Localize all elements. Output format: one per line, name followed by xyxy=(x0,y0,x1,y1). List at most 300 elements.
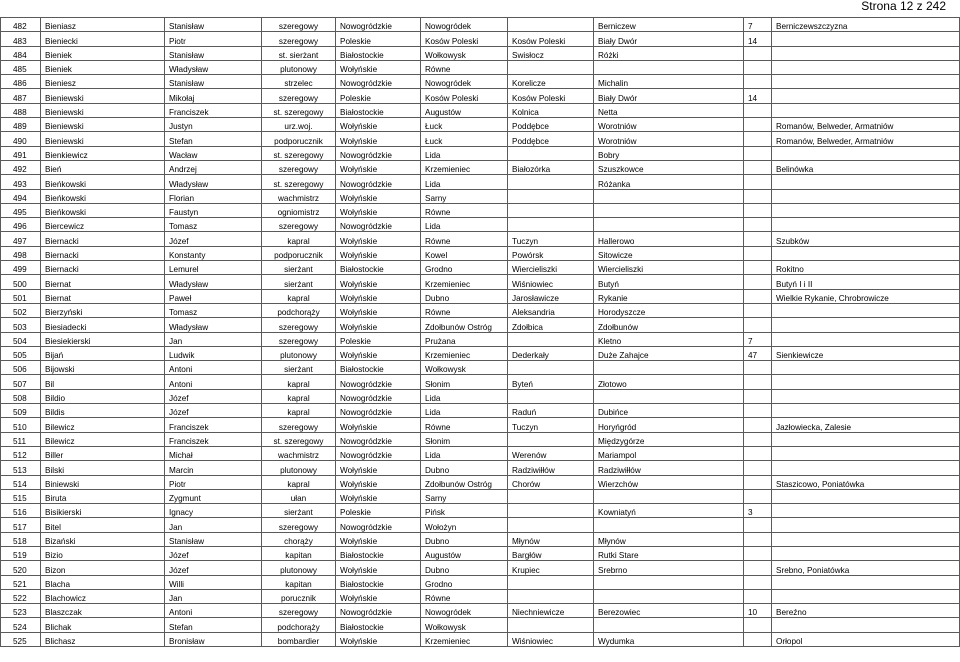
commune-cell: Krupiec xyxy=(508,561,594,575)
commune-cell: Kolnica xyxy=(508,103,594,117)
commune-cell: Młynów xyxy=(508,532,594,546)
first-name-cell: Lemurel xyxy=(165,261,262,275)
first-name-cell: Ludwik xyxy=(165,346,262,360)
record-number: 491 xyxy=(1,146,41,160)
number-cell xyxy=(744,632,772,646)
first-name-cell: Antoni xyxy=(165,361,262,375)
county-cell: Sarny xyxy=(421,189,508,203)
surname-cell: Bildio xyxy=(41,389,165,403)
county-cell: Łuck xyxy=(421,132,508,146)
voivodeship-cell: Poleskie xyxy=(336,89,421,103)
voivodeship-cell: Wołyńskie xyxy=(336,561,421,575)
number-cell xyxy=(744,389,772,403)
commune-cell: Radziwiłłów xyxy=(508,461,594,475)
first-name-cell: Stanisław xyxy=(165,46,262,60)
commune-cell: Wiercieliszki xyxy=(508,261,594,275)
commune-cell: Kosów Poleski xyxy=(508,32,594,46)
record-number: 501 xyxy=(1,289,41,303)
table-row xyxy=(1,561,960,575)
voivodeship-cell: Wołyńskie xyxy=(336,118,421,132)
surname-cell: Blichak xyxy=(41,618,165,632)
record-number: 485 xyxy=(1,60,41,74)
surname-cell: Bizon xyxy=(41,561,165,575)
table-row xyxy=(1,418,960,432)
commune-cell xyxy=(508,18,594,32)
rank-cell: kapral xyxy=(262,404,336,418)
county-cell: Lida xyxy=(421,389,508,403)
surname-cell: Bienkiewicz xyxy=(41,146,165,160)
place-cell: Horyńgród xyxy=(594,418,744,432)
surname-cell: Biernacki xyxy=(41,246,165,260)
surname-cell: Blichasz xyxy=(41,632,165,646)
table-row xyxy=(1,89,960,103)
table-row xyxy=(1,132,960,146)
first-name-cell: Stefan xyxy=(165,618,262,632)
surname-cell: Bieniewski xyxy=(41,118,165,132)
first-name-cell: Franciszek xyxy=(165,103,262,117)
place-cell: Dubińce xyxy=(594,404,744,418)
place-cell: Butyń xyxy=(594,275,744,289)
county-cell: Lida xyxy=(421,175,508,189)
first-name-cell: Zygmunt xyxy=(165,489,262,503)
table-row xyxy=(1,546,960,560)
surname-cell: Bizio xyxy=(41,546,165,560)
number-cell: 7 xyxy=(744,18,772,32)
place-cell: Radziwiłłów xyxy=(594,461,744,475)
record-number: 503 xyxy=(1,318,41,332)
surname-cell: Bijań xyxy=(41,346,165,360)
county-cell: Zdołbunów Ostróg xyxy=(421,475,508,489)
commune-cell xyxy=(508,618,594,632)
surname-cell: Bieńkowski xyxy=(41,203,165,217)
surname-cell: Bisikierski xyxy=(41,504,165,518)
page-number: Strona 12 z 242 xyxy=(861,0,946,13)
place-cell xyxy=(594,203,744,217)
place-cell: Szuszkowce xyxy=(594,160,744,174)
record-number: 498 xyxy=(1,246,41,260)
commune-cell: Tuczyn xyxy=(508,232,594,246)
surname-cell: Bitel xyxy=(41,518,165,532)
voivodeship-cell: Nowogródzkie xyxy=(336,446,421,460)
table-row xyxy=(1,246,960,260)
voivodeship-cell: Wołyńskie xyxy=(336,346,421,360)
first-name-cell: Władysław xyxy=(165,175,262,189)
first-name-cell: Józef xyxy=(165,389,262,403)
number-cell xyxy=(744,189,772,203)
record-number: 492 xyxy=(1,160,41,174)
record-number: 482 xyxy=(1,18,41,32)
rank-cell: sierżant xyxy=(262,504,336,518)
record-number: 513 xyxy=(1,461,41,475)
number-cell xyxy=(744,518,772,532)
commune-cell xyxy=(508,589,594,603)
voivodeship-cell: Wołyńskie xyxy=(336,289,421,303)
extra-place-cell: Berniczewszczyzna xyxy=(772,18,960,32)
extra-place-cell: Rokitno xyxy=(772,261,960,275)
rank-cell: szeregowy xyxy=(262,604,336,618)
place-cell: Hallerowo xyxy=(594,232,744,246)
table-row xyxy=(1,118,960,132)
record-number: 486 xyxy=(1,75,41,89)
voivodeship-cell: Białostockie xyxy=(336,361,421,375)
commune-cell: Werenów xyxy=(508,446,594,460)
first-name-cell: Stanisław xyxy=(165,532,262,546)
rank-cell: podporucznik xyxy=(262,132,336,146)
place-cell xyxy=(594,60,744,74)
number-cell xyxy=(744,60,772,74)
voivodeship-cell: Nowogródzkie xyxy=(336,604,421,618)
rank-cell: plutonowy xyxy=(262,461,336,475)
rank-cell: szeregowy xyxy=(262,218,336,232)
commune-cell: Wiśniowiec xyxy=(508,632,594,646)
rank-cell: ułan xyxy=(262,489,336,503)
rank-cell: kapitan xyxy=(262,546,336,560)
county-cell: Słonim xyxy=(421,375,508,389)
number-cell xyxy=(744,232,772,246)
commune-cell xyxy=(508,175,594,189)
surname-cell: Biesiadecki xyxy=(41,318,165,332)
voivodeship-cell: Wołyńskie xyxy=(336,632,421,646)
rank-cell: st. sierżant xyxy=(262,46,336,60)
rank-cell: szeregowy xyxy=(262,318,336,332)
commune-cell: Zdołbica xyxy=(508,318,594,332)
rank-cell: podchorąży xyxy=(262,303,336,317)
voivodeship-cell: Nowogródzkie xyxy=(336,218,421,232)
record-number: 504 xyxy=(1,332,41,346)
rank-cell: sierżant xyxy=(262,261,336,275)
table-row xyxy=(1,60,960,74)
voivodeship-cell: Nowogródzkie xyxy=(336,375,421,389)
extra-place-cell xyxy=(772,189,960,203)
first-name-cell: Antoni xyxy=(165,375,262,389)
rank-cell: bombardier xyxy=(262,632,336,646)
place-cell xyxy=(594,361,744,375)
place-cell: Wierzchów xyxy=(594,475,744,489)
place-cell xyxy=(594,189,744,203)
commune-cell xyxy=(508,203,594,217)
number-cell xyxy=(744,432,772,446)
record-number: 484 xyxy=(1,46,41,60)
surname-cell: Bieńkowski xyxy=(41,189,165,203)
place-cell: Międzygórze xyxy=(594,432,744,446)
extra-place-cell xyxy=(772,218,960,232)
record-number: 505 xyxy=(1,346,41,360)
rank-cell: st. szeregowy xyxy=(262,146,336,160)
rank-cell: szeregowy xyxy=(262,18,336,32)
rank-cell: st. szeregowy xyxy=(262,432,336,446)
surname-cell: Bień xyxy=(41,160,165,174)
place-cell: Młynów xyxy=(594,532,744,546)
rank-cell: szeregowy xyxy=(262,32,336,46)
place-cell: Wiercieliszki xyxy=(594,261,744,275)
voivodeship-cell: Nowogródzkie xyxy=(336,389,421,403)
record-number: 510 xyxy=(1,418,41,432)
place-cell: Srebrno xyxy=(594,561,744,575)
surname-cell: Bieńkowski xyxy=(41,175,165,189)
commune-cell: Tuczyn xyxy=(508,418,594,432)
county-cell: Wołkowysk xyxy=(421,618,508,632)
table-row xyxy=(1,289,960,303)
record-number: 517 xyxy=(1,518,41,532)
place-cell xyxy=(594,489,744,503)
rank-cell: porucznik xyxy=(262,589,336,603)
extra-place-cell xyxy=(772,46,960,60)
commune-cell: Niechniewicze xyxy=(508,604,594,618)
number-cell xyxy=(744,118,772,132)
rank-cell: kapral xyxy=(262,389,336,403)
commune-cell: Kosów Poleski xyxy=(508,89,594,103)
table-row xyxy=(1,318,960,332)
table-row xyxy=(1,146,960,160)
number-cell: 10 xyxy=(744,604,772,618)
rank-cell: kapitan xyxy=(262,575,336,589)
voivodeship-cell: Wołyńskie xyxy=(336,203,421,217)
voivodeship-cell: Białostockie xyxy=(336,261,421,275)
record-number: 519 xyxy=(1,546,41,560)
voivodeship-cell: Wołyńskie xyxy=(336,232,421,246)
county-cell: Zdołbunów Ostróg xyxy=(421,318,508,332)
county-cell: Nowogródek xyxy=(421,18,508,32)
first-name-cell: Willi xyxy=(165,575,262,589)
record-number: 494 xyxy=(1,189,41,203)
number-cell xyxy=(744,532,772,546)
place-cell xyxy=(594,589,744,603)
rank-cell: szeregowy xyxy=(262,332,336,346)
county-cell: Grodno xyxy=(421,261,508,275)
table-row xyxy=(1,103,960,117)
surname-cell: Blaszczak xyxy=(41,604,165,618)
number-cell xyxy=(744,203,772,217)
table-row xyxy=(1,32,960,46)
surname-cell: Bieniewski xyxy=(41,132,165,146)
record-number: 497 xyxy=(1,232,41,246)
extra-place-cell xyxy=(772,518,960,532)
extra-place-cell: Butyń I i II xyxy=(772,275,960,289)
county-cell: Lida xyxy=(421,218,508,232)
place-cell xyxy=(594,575,744,589)
rank-cell: sierżant xyxy=(262,361,336,375)
county-cell: Prużana xyxy=(421,332,508,346)
commune-cell: Powórsk xyxy=(508,246,594,260)
surname-cell: Bijowski xyxy=(41,361,165,375)
number-cell xyxy=(744,561,772,575)
place-cell: Zdołbunów xyxy=(594,318,744,332)
extra-place-cell xyxy=(772,446,960,460)
surname-cell: Biller xyxy=(41,446,165,460)
table-row xyxy=(1,446,960,460)
record-number: 520 xyxy=(1,561,41,575)
voivodeship-cell: Nowogródzkie xyxy=(336,18,421,32)
commune-cell: Jarosławicze xyxy=(508,289,594,303)
county-cell: Wołkowysk xyxy=(421,46,508,60)
place-cell: Rutki Stare xyxy=(594,546,744,560)
record-number: 525 xyxy=(1,632,41,646)
first-name-cell: Faustyn xyxy=(165,203,262,217)
table-row xyxy=(1,261,960,275)
voivodeship-cell: Wołyńskie xyxy=(336,461,421,475)
rank-cell: strzelec xyxy=(262,75,336,89)
first-name-cell: Ignacy xyxy=(165,504,262,518)
voivodeship-cell: Wołyńskie xyxy=(336,132,421,146)
table-row xyxy=(1,589,960,603)
table-row xyxy=(1,46,960,60)
number-cell: 3 xyxy=(744,504,772,518)
voivodeship-cell: Nowogródzkie xyxy=(336,175,421,189)
voivodeship-cell: Białostockie xyxy=(336,618,421,632)
extra-place-cell: Sienkiewicze xyxy=(772,346,960,360)
first-name-cell: Franciszek xyxy=(165,418,262,432)
commune-cell xyxy=(508,189,594,203)
county-cell: Dubno xyxy=(421,461,508,475)
first-name-cell: Władysław xyxy=(165,318,262,332)
number-cell: 47 xyxy=(744,346,772,360)
first-name-cell: Władysław xyxy=(165,275,262,289)
first-name-cell: Józef xyxy=(165,561,262,575)
table-row xyxy=(1,504,960,518)
surname-cell: Bizański xyxy=(41,532,165,546)
number-cell xyxy=(744,575,772,589)
table-row xyxy=(1,461,960,475)
number-cell: 7 xyxy=(744,332,772,346)
county-cell: Łuck xyxy=(421,118,508,132)
voivodeship-cell: Nowogródzkie xyxy=(336,146,421,160)
commune-cell xyxy=(508,489,594,503)
surname-cell: Bilewicz xyxy=(41,418,165,432)
number-cell xyxy=(744,475,772,489)
surname-cell: Biernacki xyxy=(41,261,165,275)
number-cell xyxy=(744,289,772,303)
first-name-cell: Stanisław xyxy=(165,75,262,89)
extra-place-cell xyxy=(772,32,960,46)
record-number: 488 xyxy=(1,103,41,117)
rank-cell: kapral xyxy=(262,289,336,303)
surname-cell: Bilski xyxy=(41,461,165,475)
place-cell: Wydumka xyxy=(594,632,744,646)
county-cell: Krzemieniec xyxy=(421,160,508,174)
number-cell xyxy=(744,103,772,117)
rank-cell: st. szeregowy xyxy=(262,175,336,189)
extra-place-cell xyxy=(772,375,960,389)
record-number: 507 xyxy=(1,375,41,389)
rank-cell: sierżant xyxy=(262,275,336,289)
record-number: 508 xyxy=(1,389,41,403)
rank-cell: kapral xyxy=(262,475,336,489)
table-row xyxy=(1,618,960,632)
commune-cell: Chorów xyxy=(508,475,594,489)
record-number: 506 xyxy=(1,361,41,375)
place-cell: Berezowiec xyxy=(594,604,744,618)
number-cell xyxy=(744,46,772,60)
place-cell: Różanka xyxy=(594,175,744,189)
county-cell: Nowogródek xyxy=(421,604,508,618)
record-number: 523 xyxy=(1,604,41,618)
place-cell: Netta xyxy=(594,103,744,117)
table-row xyxy=(1,432,960,446)
first-name-cell: Jan xyxy=(165,332,262,346)
voivodeship-cell: Nowogródzkie xyxy=(336,432,421,446)
first-name-cell: Mikołaj xyxy=(165,89,262,103)
extra-place-cell xyxy=(772,589,960,603)
first-name-cell: Tomasz xyxy=(165,303,262,317)
number-cell xyxy=(744,418,772,432)
county-cell: Nowogródek xyxy=(421,75,508,89)
table-row xyxy=(1,18,960,32)
surname-cell: Blachowicz xyxy=(41,589,165,603)
record-number: 493 xyxy=(1,175,41,189)
table-row xyxy=(1,375,960,389)
place-cell: Berniczew xyxy=(594,18,744,32)
number-cell xyxy=(744,461,772,475)
number-cell xyxy=(744,175,772,189)
table-row xyxy=(1,489,960,503)
commune-cell: Korelicze xyxy=(508,75,594,89)
extra-place-cell xyxy=(772,89,960,103)
surname-cell: Biernat xyxy=(41,275,165,289)
table-row xyxy=(1,189,960,203)
county-cell: Słonim xyxy=(421,432,508,446)
first-name-cell: Antoni xyxy=(165,604,262,618)
first-name-cell: Bronisław xyxy=(165,632,262,646)
number-cell xyxy=(744,375,772,389)
voivodeship-cell: Wołyńskie xyxy=(336,418,421,432)
extra-place-cell xyxy=(772,532,960,546)
rank-cell: chorąży xyxy=(262,532,336,546)
county-cell: Wołkowysk xyxy=(421,361,508,375)
place-cell xyxy=(594,518,744,532)
commune-cell: Wiśniowiec xyxy=(508,275,594,289)
commune-cell: Dederkały xyxy=(508,346,594,360)
number-cell xyxy=(744,546,772,560)
surname-cell: Biniewski xyxy=(41,475,165,489)
voivodeship-cell: Wołyńskie xyxy=(336,303,421,317)
voivodeship-cell: Białostockie xyxy=(336,103,421,117)
record-number: 483 xyxy=(1,32,41,46)
place-cell: Duże Zahajce xyxy=(594,346,744,360)
surname-cell: Blacha xyxy=(41,575,165,589)
first-name-cell: Piotr xyxy=(165,32,262,46)
surname-cell: Bieniecki xyxy=(41,32,165,46)
record-number: 524 xyxy=(1,618,41,632)
record-number: 499 xyxy=(1,261,41,275)
county-cell: Kowel xyxy=(421,246,508,260)
table-row xyxy=(1,203,960,217)
commune-cell xyxy=(508,218,594,232)
record-number: 522 xyxy=(1,589,41,603)
surname-cell: Bieniek xyxy=(41,60,165,74)
county-cell: Lida xyxy=(421,446,508,460)
extra-place-cell xyxy=(772,575,960,589)
first-name-cell: Franciszek xyxy=(165,432,262,446)
table-row xyxy=(1,332,960,346)
voivodeship-cell: Wołyńskie xyxy=(336,489,421,503)
surname-cell: Bieniasz xyxy=(41,18,165,32)
table-row xyxy=(1,404,960,418)
first-name-cell: Konstanty xyxy=(165,246,262,260)
county-cell: Krzemieniec xyxy=(421,632,508,646)
record-number: 490 xyxy=(1,132,41,146)
commune-cell xyxy=(508,518,594,532)
extra-place-cell xyxy=(772,489,960,503)
voivodeship-cell: Białostockie xyxy=(336,575,421,589)
number-cell xyxy=(744,303,772,317)
extra-place-cell xyxy=(772,332,960,346)
table-row xyxy=(1,389,960,403)
county-cell: Pińsk xyxy=(421,504,508,518)
voivodeship-cell: Nowogródzkie xyxy=(336,404,421,418)
rank-cell: szeregowy xyxy=(262,160,336,174)
extra-place-cell: Wielkie Rykanie, Chrobrowicze xyxy=(772,289,960,303)
record-number: 487 xyxy=(1,89,41,103)
